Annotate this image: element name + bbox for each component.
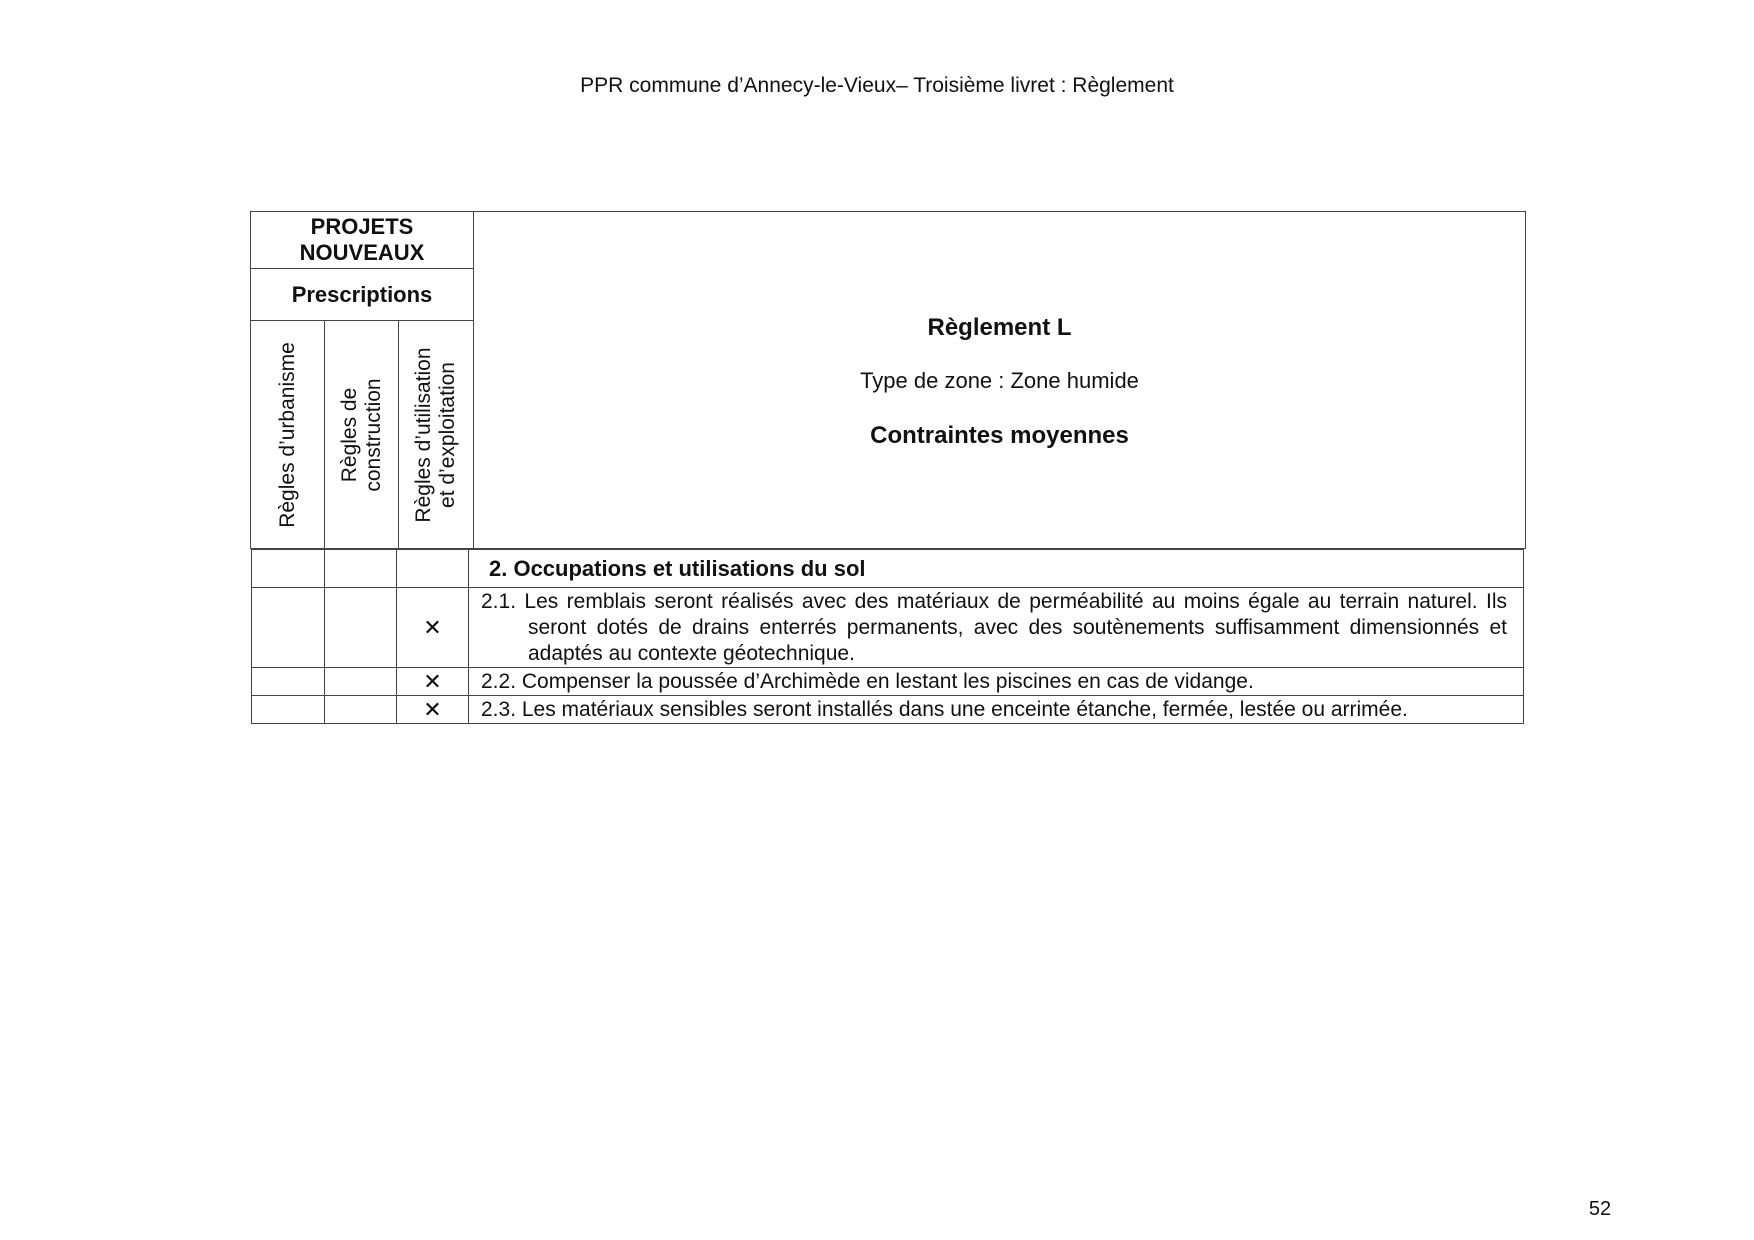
rule-text: 2.2. Compenser la poussée d’Archimède en lestant les piscines en cas de vidange. xyxy=(469,668,1524,696)
column-header-utilisation xyxy=(399,321,472,548)
zone-type: Type de zone : Zone humide xyxy=(860,368,1139,393)
rule-text: 2.3. Les matériaux sensibles seront installés dans une enceinte étanche, fermée, lestée ou arrimée. xyxy=(469,696,1524,724)
reglement-header-block xyxy=(250,211,1526,549)
table-row xyxy=(252,696,1524,724)
utilisation-mark: ✕ xyxy=(397,668,469,696)
table-cell xyxy=(325,550,397,588)
construction-mark xyxy=(325,668,397,696)
projets-nouveaux-label: PROJETS NOUVEAUX xyxy=(299,214,425,265)
page-number: 52 xyxy=(1588,1198,1612,1220)
column-header-utilisation-label: Règles d’utilisation et d’exploitation xyxy=(411,346,459,523)
column-header-construction xyxy=(325,321,399,548)
prescriptions-column-group xyxy=(251,212,474,548)
section-row xyxy=(252,550,1524,588)
urbanisme-mark xyxy=(252,588,325,668)
page-header: PPR commune d’Annecy-le-Vieux– Troisième livret : Règlement xyxy=(580,74,1174,97)
utilisation-mark: ✕ xyxy=(397,588,469,668)
rule-text-cell xyxy=(469,588,1524,668)
projets-nouveaux-cell xyxy=(251,212,473,269)
column-header-construction-label: Règles de construction xyxy=(337,377,385,492)
rule-text: 2.1. Les remblais seront réalisés avec des matériaux de perméabilité au moins égale au terrain naturel. Ils seront dotés de drains enterrés permanents, avec des soutènements suffisamment dimensionnés et adaptés au contexte géotechnique. xyxy=(481,589,1507,665)
construction-mark xyxy=(325,588,397,668)
section-title: 2. Occupations et utilisations du sol xyxy=(469,550,1524,588)
table-row xyxy=(252,588,1524,668)
utilisation-mark: ✕ xyxy=(397,696,469,724)
prescriptions-cell: Prescriptions xyxy=(251,269,473,321)
table-row xyxy=(252,668,1524,696)
construction-mark xyxy=(325,696,397,724)
urbanisme-mark xyxy=(252,696,325,724)
constraint-level: Contraintes moyennes xyxy=(870,422,1129,449)
rules-table xyxy=(251,549,1524,724)
column-header-urbanisme xyxy=(251,321,325,548)
reglement-info xyxy=(474,212,1525,548)
reglement-title: Règlement L xyxy=(927,314,1072,341)
urbanisme-mark xyxy=(252,668,325,696)
column-header-urbanisme-label: Règles d’urbanisme xyxy=(275,341,299,528)
table-cell xyxy=(252,550,325,588)
table-cell xyxy=(397,550,469,588)
